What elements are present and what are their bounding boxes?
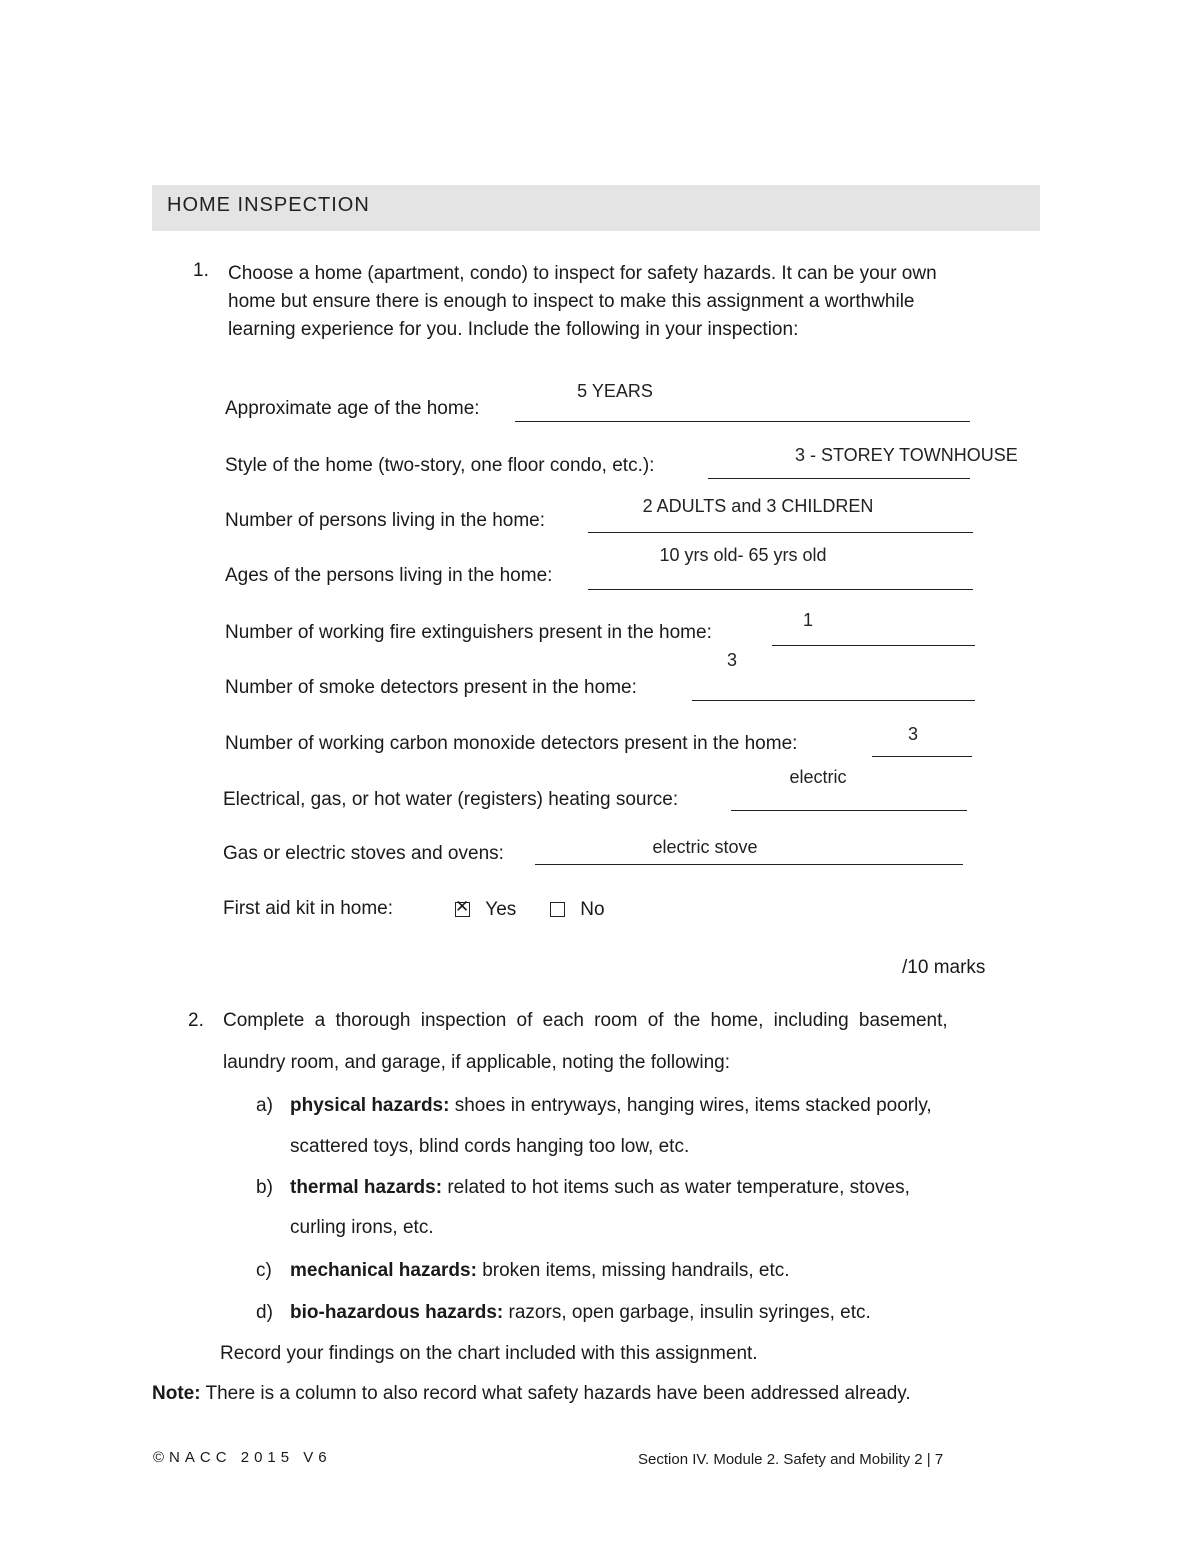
field-label-ages: Ages of the persons living in the home: (225, 565, 553, 586)
field-label-style: Style of the home (two-story, one floor condo, etc.): (225, 455, 655, 476)
answer-smoke-detectors[interactable]: 3 (726, 650, 737, 670)
checkbox-checked-icon[interactable] (455, 902, 470, 917)
question-1-text (228, 260, 937, 344)
hazard-term: mechanical hazards: (290, 1260, 477, 1281)
hazard-term: thermal hazards: (290, 1177, 443, 1198)
answer-ages[interactable]: 10 yrs old- 65 yrs old (659, 545, 827, 565)
field-line-heating (731, 810, 967, 811)
first-aid-yes-option[interactable] (455, 899, 516, 921)
note-label: Note: (152, 1383, 201, 1404)
field-label-co-detectors: Number of working carbon monoxide detectors present in the home: (225, 733, 798, 754)
question-2-number: 2. (188, 1010, 204, 1031)
field-line-smoke-detectors (692, 700, 975, 701)
list-item-mechanical-hazards (290, 1260, 790, 1282)
first-aid-yes-label: Yes (485, 899, 517, 920)
answer-style[interactable]: 3 - STOREY TOWNHOUSE (795, 445, 1018, 465)
hazard-description: related to hot items such as water temperature, stoves, (447, 1177, 910, 1198)
field-line-style (708, 478, 970, 479)
question-1-line: learning experience for you. Include the following in your inspection: (228, 319, 799, 340)
question-1-line: home but ensure there is enough to inspect to make this assignment a worthwhile (228, 291, 915, 312)
field-line-age (515, 421, 970, 422)
field-label-stoves: Gas or electric stoves and ovens: (223, 843, 504, 864)
section-title: HOME INSPECTION (167, 194, 370, 216)
hazard-description: broken items, missing handrails, etc. (482, 1260, 790, 1281)
answer-age[interactable]: 5 YEARS (577, 381, 653, 401)
note-text: There is a column to also record what safety hazards have been addressed already. (205, 1383, 911, 1404)
list-item-bio-hazardous-hazards (290, 1302, 871, 1324)
footer-copyright: ©NACC 2015 V6 (153, 1449, 332, 1466)
list-item-letter: b) (256, 1177, 273, 1198)
question-1-line: Choose a home (apartment, condo) to inspect for safety hazards. It can be your own (228, 263, 937, 284)
first-aid-no-option[interactable] (550, 899, 605, 921)
field-line-persons (588, 532, 973, 533)
answer-persons[interactable]: 2 ADULTS and 3 CHILDREN (642, 496, 874, 516)
field-line-stoves (535, 864, 963, 865)
list-item-letter: a) (256, 1095, 273, 1116)
field-line-fire-extinguishers (772, 645, 975, 646)
hazard-term: physical hazards: (290, 1095, 450, 1116)
hazard-description: razors, open garbage, insulin syringes, etc. (508, 1302, 871, 1323)
hazard-term: bio-hazardous hazards: (290, 1302, 504, 1323)
checkbox-empty-icon[interactable] (550, 902, 565, 917)
question-2-line: Complete a thorough inspection of each room of the home, including basement, (223, 1010, 948, 1031)
field-line-ages (588, 589, 973, 590)
field-label-persons: Number of persons living in the home: (225, 510, 545, 531)
hazard-description: scattered toys, blind cords hanging too low, etc. (290, 1136, 690, 1157)
answer-fire-extinguishers[interactable]: 1 (802, 610, 813, 630)
field-label-fire-extinguishers: Number of working fire extinguishers present in the home: (225, 622, 712, 643)
question-1-marks: /10 marks (902, 957, 986, 978)
answer-heating[interactable]: electric (789, 767, 847, 787)
question-2-line: laundry room, and garage, if applicable, noting the following: (223, 1052, 730, 1073)
note-paragraph (152, 1383, 911, 1405)
list-item-thermal-hazards (290, 1177, 910, 1199)
field-label-heating: Electrical, gas, or hot water (registers) heating source: (223, 789, 679, 810)
question-1-number: 1. (193, 260, 209, 281)
record-instruction: Record your findings on the chart included with this assignment. (220, 1343, 758, 1364)
first-aid-no-label: No (580, 899, 605, 920)
list-item-physical-hazards (290, 1095, 932, 1117)
hazard-description: shoes in entryways, hanging wires, items stacked poorly, (454, 1095, 932, 1116)
answer-stoves[interactable]: electric stove (652, 837, 758, 857)
list-item-letter: d) (256, 1302, 273, 1323)
answer-co-detectors[interactable]: 3 (907, 724, 918, 744)
field-label-age: Approximate age of the home: (225, 398, 480, 419)
field-label-smoke-detectors: Number of smoke detectors present in the home: (225, 677, 637, 698)
field-line-co-detectors (872, 756, 972, 757)
list-item-letter: c) (256, 1260, 272, 1281)
footer-section-page: Section IV. Module 2. Safety and Mobility 2 | 7 (638, 1451, 944, 1468)
hazard-description: curling irons, etc. (290, 1217, 434, 1238)
field-label-first-aid: First aid kit in home: (223, 898, 393, 919)
